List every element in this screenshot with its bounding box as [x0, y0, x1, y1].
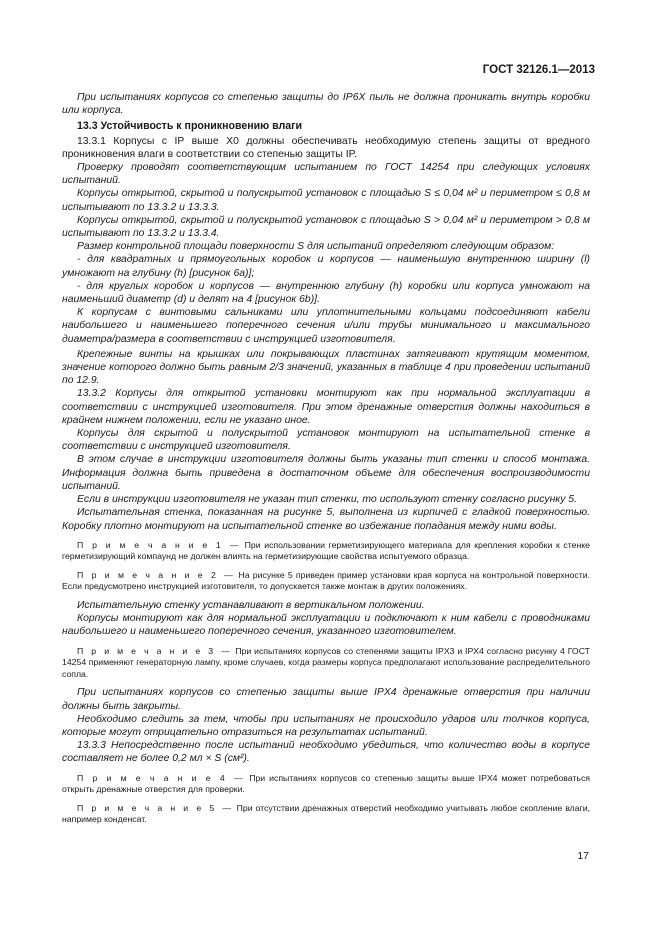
paragraph: При испытаниях корпусов со степенью защиты до IP6X пыль не должна проникать внутрь коробки или корпуса. — [62, 92, 590, 117]
note-label: П р и м е ч а н и е 4 — — [77, 772, 246, 783]
paragraph: К корпусам с винтовыми сальниками или уплотнительными кольцами подсоединяют кабели наибольшего и наименьшего поперечного сечения и/или трубы минимального и максимального диаметра/размера в соответствии с инструкцией изготовителя. — [62, 307, 590, 345]
document-header: ГОСТ 32126.1—2013 — [482, 64, 595, 76]
note-1 — [62, 540, 590, 563]
paragraph: Корпусы монтируют как для нормальной эксплуатации и подключают к ним кабели с проводниками наибольшего и наименьшего поперечного сечения, указанного изготовителем. — [62, 613, 590, 638]
note-4 — [62, 773, 590, 796]
note-2 — [62, 570, 590, 593]
paragraph: Испытательная стенка, показанная на рисунке 5, выполнена из кирпичей с гладкой поверхностью. Коробку плотно монтируют на испытательной стенке во избежание попадания между ними воды. — [62, 507, 590, 532]
paragraph: Крепежные винты на крышках или покрывающих пластинах затягивают крутящим моментом, значение которого должно быть равным 2/3 значений, указанных в таблице 4 при проведении испытаний по 12.9. — [62, 348, 590, 387]
note-text: При использовании герметизирующего материала для крепления коробки к стенке герметизирующий компаунд не должен влиять на герметизирующие свойства испытуемого образца. — [62, 539, 590, 562]
paragraph: Если в инструкции изготовителя не указан тип стенки, то используют стенку согласно рисунку 5. — [77, 494, 577, 506]
list-item: - для круглых коробок и корпусов — внутреннюю глубину (h) коробки или корпуса умножают на наименьший диаметр (d) и делят на 4 [рисунок 6b)]. — [62, 280, 590, 306]
paragraph: Корпусы открытой, скрытой и полускрытой установок с площадью S ≤ 0,04 м² и периметром ≤ 0,8 м испытывают по 13.3.2 и 13.3.3. — [62, 188, 590, 213]
note-label: П р и м е ч а н и е 5 — — [77, 802, 234, 813]
paragraph: В этом случае в инструкции изготовителя должны быть указаны тип стенки и способ монтажа. Информация должна быть приведена в достаточном объеме для обеспечения воспроизводимости испытаний. — [62, 454, 590, 492]
paragraph: Необходимо следить за тем, чтобы при испытаниях не происходило ударов или толчков корпуса, которые могут отрицательно отразиться на результатах испытаний. — [62, 713, 590, 739]
document-body — [62, 91, 590, 832]
paragraph: 13.3.1 Корпусы с IP выше X0 должны обеспечивать необходимую степень защиты от вредного проникновения влаги в соответствии со степенью защиты IP. — [62, 135, 590, 160]
paragraph: 13.3.3 Непосредственно после испытаний необходимо убедиться, что количество воды в корпусе составляет не более 0,2 мл × S (см²). — [62, 740, 590, 765]
note-3 — [62, 646, 590, 681]
note-text: При отсутствии дренажных отверстий необходимо учитывать любое скопление влаги, например конденсат. — [62, 802, 590, 825]
paragraph: Корпусы открытой, скрытой и полускрытой установок с площадью S > 0,04 м² и периметром > 0,8 м испытывают по 13.3.2 и 13.3.4. — [62, 214, 590, 240]
section-title: 13.3 Устойчивость к проникновению влаги — [77, 120, 303, 133]
paragraph: Проверку проводят соответствующим испытанием по ГОСТ 14254 при следующих условиях испытаний. — [62, 162, 590, 187]
note-5 — [62, 803, 590, 826]
paragraph: При испытаниях корпусов со степенью защиты выше IPX4 дренажные отверстия при наличии должны быть закрыты. — [62, 687, 590, 712]
list-item: - для квадратных и прямоугольных коробок и корпусов — наименьшую внутреннюю ширину (l) умножают на глубину (h) [рисунок 6a)]; — [62, 254, 590, 279]
note-text: При испытаниях корпусов со степенью защиты выше IPX4 может потребоваться открыть дренажные отверстия для проверки. — [62, 772, 590, 795]
paragraph: 13.3.2 Корпусы для открытой установки монтируют как при нормальной эксплуатации в соответствии с инструкцией изготовителя. При этом дренажные отверстия должны находиться в крайнем нижнем положении, если не указано иное. — [62, 388, 590, 426]
note-label: П р и м е ч а н и е 3 — — [77, 645, 233, 656]
paragraph: Размер контрольной площади поверхности S для испытаний определяют следующим образом: — [77, 241, 555, 253]
note-text: При испытаниях корпусов со степенями защиты IPX3 и IPX4 согласно рисунку 4 ГОСТ 14254 применяют генераторную лампу, кроме случаев, когда размеры корпуса предполагают использование распределительного сопла. — [62, 645, 590, 679]
note-label: П р и м е ч а н и е 1 — — [77, 539, 242, 550]
note-text: На рисунке 5 приведен пример установки края корпуса на контрольной поверхности. Если предусмотрено инструкцией изготовителя, то допускается также монтаж в других положениях. — [62, 569, 590, 592]
paragraph: Корпусы для скрытой и полускрытой установок монтируют на испытательной стенке в соответствии с инструкцией изготовителя. — [62, 428, 590, 453]
paragraph: Испытательную стенку устанавливают в вертикальном положении. — [77, 600, 425, 612]
page-number: 17 — [577, 850, 589, 862]
note-label: П р и м е ч а н и е 2 — — [77, 569, 236, 580]
